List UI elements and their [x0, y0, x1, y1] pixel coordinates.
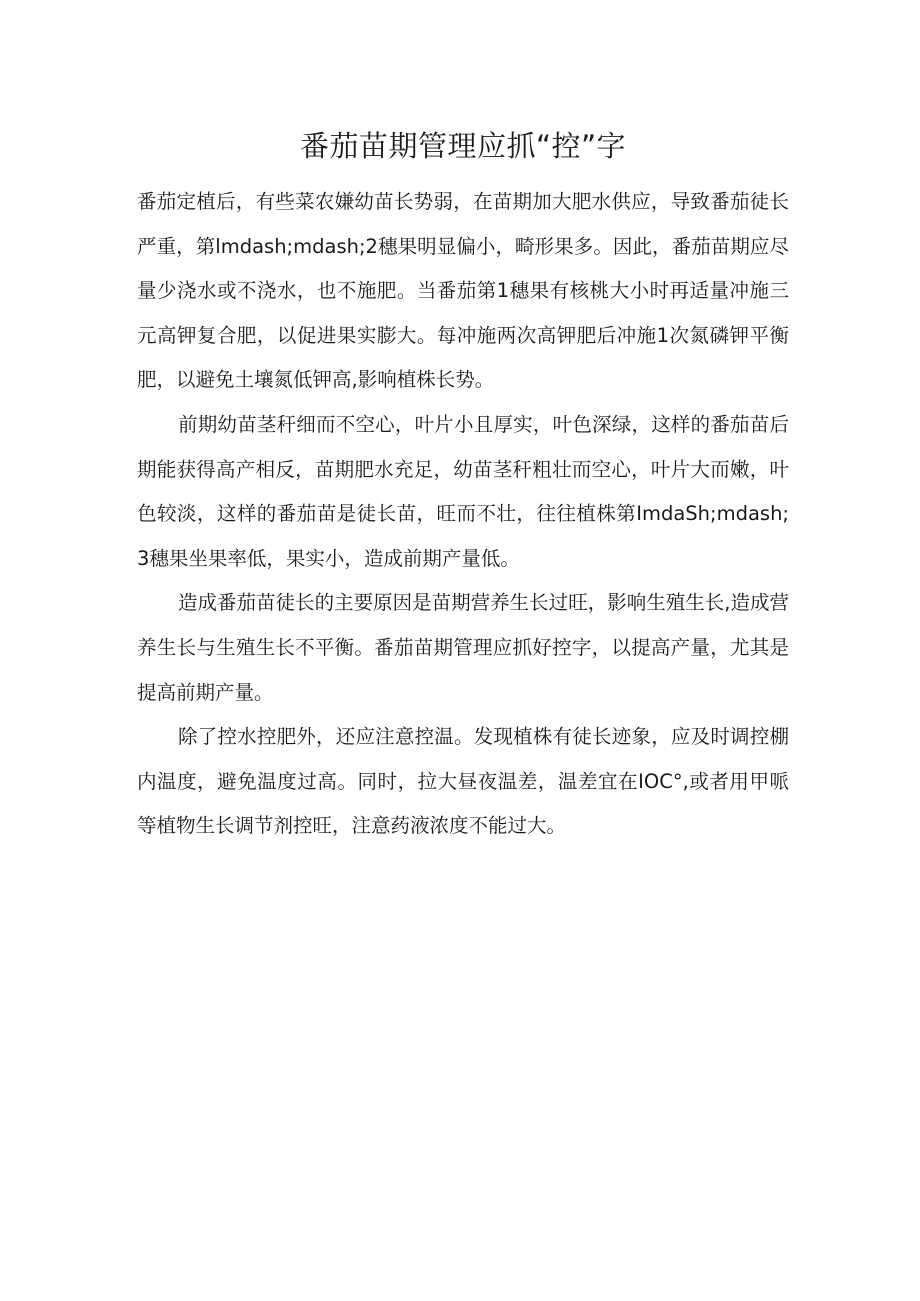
paragraph-1: 番茄定植后，有些菜农嫌幼苗长势弱，在苗期加大肥水供应，导致番茄徒长严重，第lmdash;mdash;2穗果明显偏小，畸形果多。因此，番茄苗期应尽量少浇水或不浇水，也不施肥。当番茄第1穗果有核桃大小时再适量冲施三元高钾复合肥，以促进果实膨大。每冲施两次高钾肥后冲施1次氮磷钾平衡肥，以避免土壤氮低钾高,影响植株长势。: [137, 190, 789, 392]
paragraph-4: 除了控水控肥外，还应注意控温。发现植株有徒长迹象，应及时调控棚内温度，避免温度过高。同时，拉大昼夜温差，温差宜在IOC°,或者用甲哌等植物生长调节剂控旺，注意药液浓度不能过大。: [137, 725, 789, 838]
document-title: 番茄苗期管理应抓“控”字: [299, 129, 627, 163]
paragraph-3: 造成番茄苗徒长的主要原因是苗期营养生长过旺，影响生殖生长,造成营养生长与生殖生长不平衡。番茄苗期管理应抓好控字，以提高产量，尤其是提高前期产量。: [137, 591, 789, 704]
paragraph-2: 前期幼苗茎秆细而不空心，叶片小且厚实，叶色深绿，这样的番茄苗后期能获得高产相反，苗期肥水充足，幼苗茎秆粗壮而空心，叶片大而嫩，叶色较淡，这样的番茄苗是徒长苗，旺而不壮，往往植株第ImdaSh;mdash;3穗果坐果率低，果实小，造成前期产量低。: [137, 412, 789, 570]
document-body: [137, 180, 789, 849]
